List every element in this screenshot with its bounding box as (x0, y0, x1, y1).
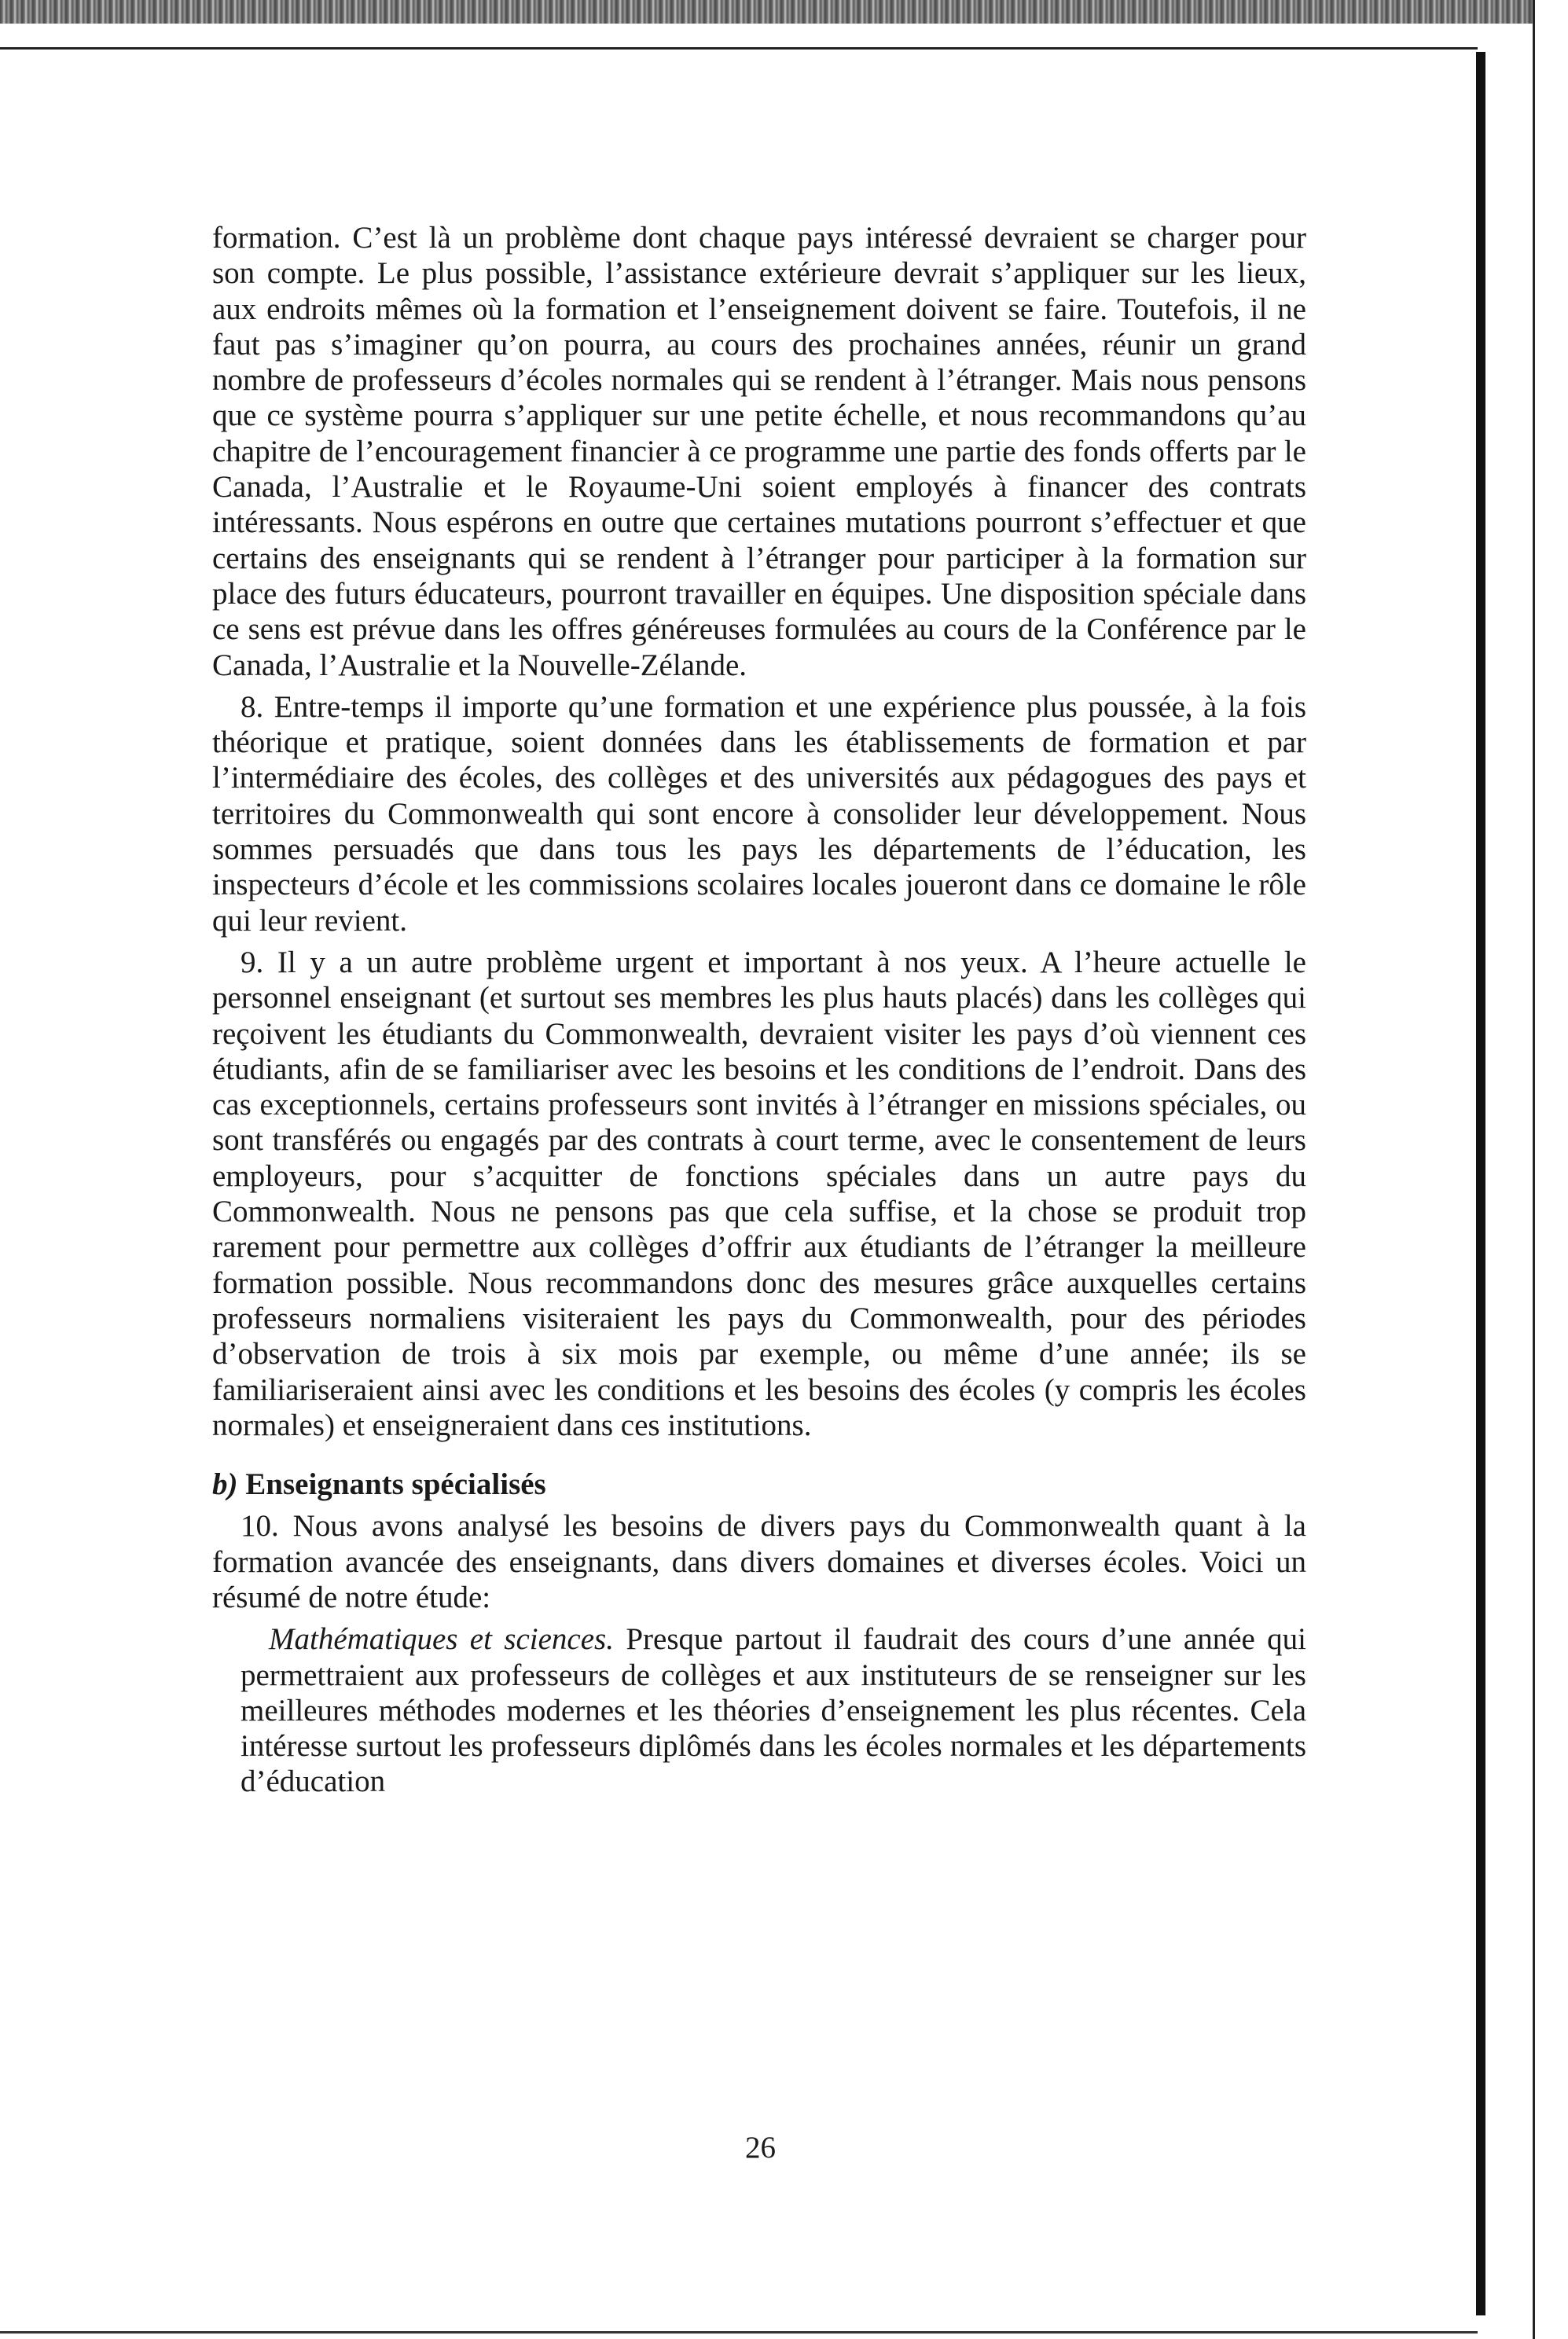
page-body (212, 220, 1306, 1800)
section-heading-letter: b) (212, 1467, 238, 1502)
scan-binding-edge (1476, 52, 1485, 2315)
section-heading-text: Enseignants spécialisés (245, 1467, 546, 1502)
subsection-text: Presque partout il faudrait des cours d’une année qui permettraient aux professeurs de collèges et aux instituteurs de se renseigner sur les meilleures méthodes modernes et les théories d’enseignement les plus récentes. Cela intéresse surtout les professeurs diplômés dans les écoles normales et les départements d’éducation (241, 1622, 1307, 1799)
section-heading (212, 1467, 1306, 1502)
scan-top-edge (0, 0, 1568, 24)
scan-right-margin (1533, 0, 1568, 2339)
subsection-title: Mathématiques et sciences. (269, 1622, 614, 1657)
page-number: 26 (745, 2131, 776, 2165)
paragraph-continuation: formation. C’est là un problème dont chaque pays intéressé devraient se charger pour son compte. Le plus possible, l’assistance extérieure devrait s’appliquer sur les lieux, aux endroits mêmes où la formation et l’enseignement doivent se faire. Toutefois, il ne faut pas s’imaginer qu’on pourra, au cours des prochaines années, réunir un grand nombre de professeurs d’écoles normales qui se rendent à l’étranger. Mais nous pensons que ce système pourra s’appliquer sur une petite échelle, et nous recommandons qu’au chapitre de l’encouragement financier à ce programme une partie des fonds offerts par le Canada, l’Australie et le Royaume-Uni soient employés à financer des contrats intéressants. Nous espérons en outre que certaines mutations pourront s’effectuer et que certains des enseignants qui se rendent à l’étranger pour participer à la formation sur place des futurs éducateurs, pourront travailler en équipes. Une disposition spéciale dans ce sens est prévue dans les offres généreuses formulées au cours de la Conférence par le Canada, l’Australie et la Nouvelle-Zélande. (212, 221, 1306, 682)
paragraph-8: 8. Entre-temps il importe qu’une formation et une expérience plus poussée, à la fois théorique et pratique, soient données dans les établissements de formation et par l’intermédiaire des écoles, des collèges et des universités aux pédagogues des pays et territoires du Commonwealth qui sont encore à consolider leur développement. Nous sommes persuadés que dans tous les pays les départements de l’éducation, les inspecteurs d’école et les commissions scolaires locales joueront dans ce domaine le rôle qui leur revient. (212, 689, 1306, 938)
scan-bottom-rule (0, 2331, 1478, 2333)
paragraph-10: 10. Nous avons analysé les besoins de divers pays du Commonwealth quant à la formation avancée des enseignants, dans divers domaines et diverses écoles. Voici un résumé de notre étude: (212, 1509, 1306, 1614)
scan-top-rule (0, 47, 1478, 50)
subsection-mathematics (212, 1621, 1306, 1799)
paragraph-9: 9. Il y a un autre problème urgent et important à nos yeux. A l’heure actuelle le personnel enseignant (et surtout ses membres les plus hauts placés) dans les collèges qui reçoivent les étudiants du Commonwealth, devraient visiter les pays d’où viennent ces étudiants, afin de se familiariser avec les besoins et les conditions de l’endroit. Dans des cas exceptionnels, certains professeurs sont invités à l’étranger en missions spéciales, ou sont transférés ou engagés par des contrats à court terme, avec le consentement de leurs employeurs, pour s’acquitter de fonctions spéciales dans un autre pays du Commonwealth. Nous ne pensons pas que cela suffise, et la chose se produit trop rarement pour permettre aux collèges d’offrir aux étudiants de l’étranger la meilleure formation possible. Nous recommandons donc des mesures grâce auxquelles certains professeurs normaliens visiteraient les pays du Commonwealth, pour des périodes d’observation de trois à six mois par exemple, ou même d’une année; ils se familiariseraient ainsi avec les conditions et les besoins des écoles (y compris les écoles normales) et enseigneraient dans ces institutions. (212, 945, 1306, 1442)
